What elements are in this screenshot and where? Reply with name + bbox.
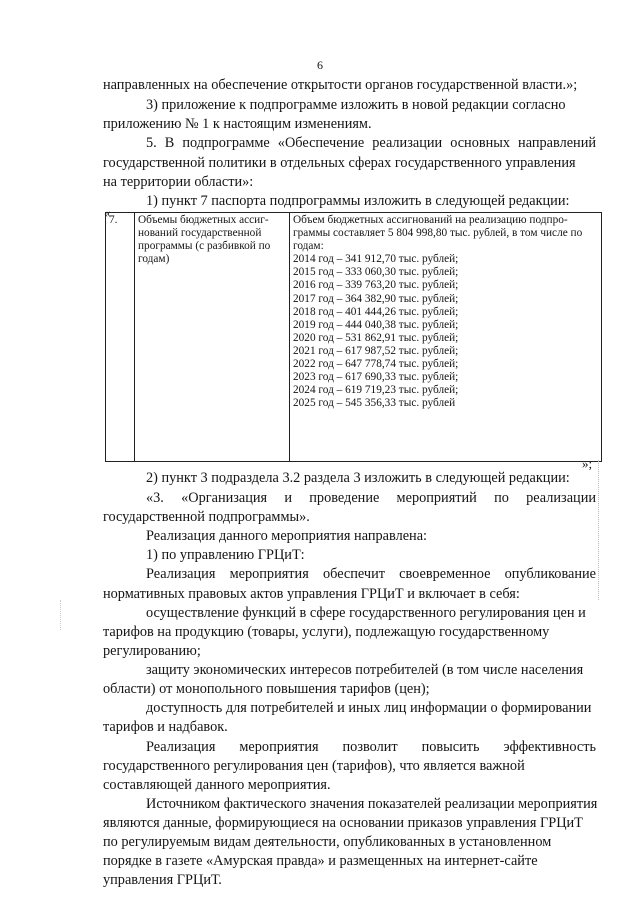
year-amount-item: 2016 год – 339 763,20 тыс. рублей; [293, 279, 459, 292]
text-line: 1) пункт 7 паспорта подпрограммы изложить в следующей редакции: [146, 193, 570, 209]
text-line: тарифов и надбавок. [103, 719, 228, 735]
text-line: Реализация мероприятия обеспечит своевременное опубликование [146, 566, 596, 582]
year-amount-item: 2018 год – 401 444,26 тыс. рублей; [293, 305, 459, 318]
year-list [293, 253, 598, 410]
year-amount-item: 2025 год – 545 356,33 тыс. рублей [293, 397, 456, 410]
year-amount-item: 2017 год – 364 382,90 тыс. рублей; [293, 292, 459, 305]
text-line: порядке в газете «Амурская правда» и размещенных на интернет-сайте [103, 853, 538, 869]
text-line: государственного регулирования цен (тарифов), что является важной [103, 758, 525, 774]
text-line: 2) пункт 3 подраздела 3.2 раздела 3 изложить в следующей редакции: [146, 470, 570, 486]
text-line: доступность для потребителей и иных лиц информации о формировании [146, 700, 592, 716]
text-line: защиту экономических интересов потребителей (в том числе населения [146, 662, 584, 678]
text-line: по регулируемым видам деятельности, опубликованных в установленном [103, 834, 552, 850]
year-amount-item: 2020 год – 531 862,91 тыс. рублей; [293, 331, 459, 344]
scan-artifact-line [60, 600, 62, 630]
year-amount-item: 2015 год – 333 060,30 тыс. рублей; [293, 266, 459, 279]
page-number: 6 [317, 58, 323, 72]
text-line: приложению № 1 к настоящим изменениям. [103, 116, 372, 132]
text-line: составляющей данного мероприятия. [103, 777, 331, 793]
text-line: государственной политики в отдельных сферах государственного управления [103, 155, 576, 171]
year-amount-item: 2014 год – 341 912,70 тыс. рублей; [293, 253, 459, 266]
item-number-cell: 7. [106, 213, 135, 462]
text-line: Реализация мероприятия позволит повысить эффективность [146, 739, 596, 755]
year-amount-item: 2023 год – 617 690,33 тыс. рублей; [293, 371, 459, 384]
budget-table [105, 212, 602, 462]
year-amount-item: 2022 год – 647 778,74 тыс. рублей; [293, 358, 459, 371]
text-line: государственной подпрограммы». [103, 509, 310, 525]
budget-intro-text: Объем бюджетных ассигнований на реализацию подпро-граммы составляет 5 804 998,80 тыс. рублей, в том числе по годам: [293, 214, 583, 253]
table-row [106, 213, 602, 462]
text-line: 3) приложение к подпрограмме изложить в новой редакции согласно [146, 97, 566, 113]
text-line: нормативных правовых актов управления ГРЦиТ и включает в себя: [103, 586, 520, 602]
text-line: 1) по управлению ГРЦиТ: [146, 547, 305, 563]
scan-artifact-line [598, 460, 600, 600]
quote-open-mark: « [104, 205, 111, 220]
text-line: Реализация данного мероприятия направлена: [146, 528, 428, 544]
text-line: осуществление функций в сфере государственного регулирования цен и [146, 605, 586, 621]
text-line: Источником фактического значения показателей реализации мероприятия [146, 796, 598, 812]
year-amount-item: 2019 год – 444 040,38 тыс. рублей; [293, 318, 459, 331]
text-line: тарифов на продукцию (товары, услуги), подлежащую государственному [103, 624, 550, 640]
year-amount-item: 2024 год – 619 719,23 тыс. рублей; [293, 384, 459, 397]
text-line: направленных на обеспечение открытости органов государственной власти.»; [103, 77, 578, 93]
text-line: «3. «Организация и проведение мероприятий по реализации [146, 490, 596, 506]
item-value-cell [290, 213, 602, 462]
item-name-cell: Объемы бюджетных ассиг-нований государственной программы (с разбивкой по годам) [135, 213, 290, 462]
text-line: 5. В подпрограмме «Обеспечение реализации основных направлений [146, 135, 596, 151]
text-line: регулированию; [103, 643, 201, 659]
text-line: области) от монопольного повышения тарифов (цен); [103, 681, 430, 697]
text-line: на территории области»: [103, 174, 254, 190]
text-line: управления ГРЦиТ. [103, 872, 222, 888]
year-amount-item: 2021 год – 617 987,52 тыс. рублей; [293, 344, 459, 357]
quote-close-mark: »; [582, 456, 593, 471]
text-line: являются данные, формирующиеся на основании приказов управления ГРЦиТ [103, 815, 583, 831]
